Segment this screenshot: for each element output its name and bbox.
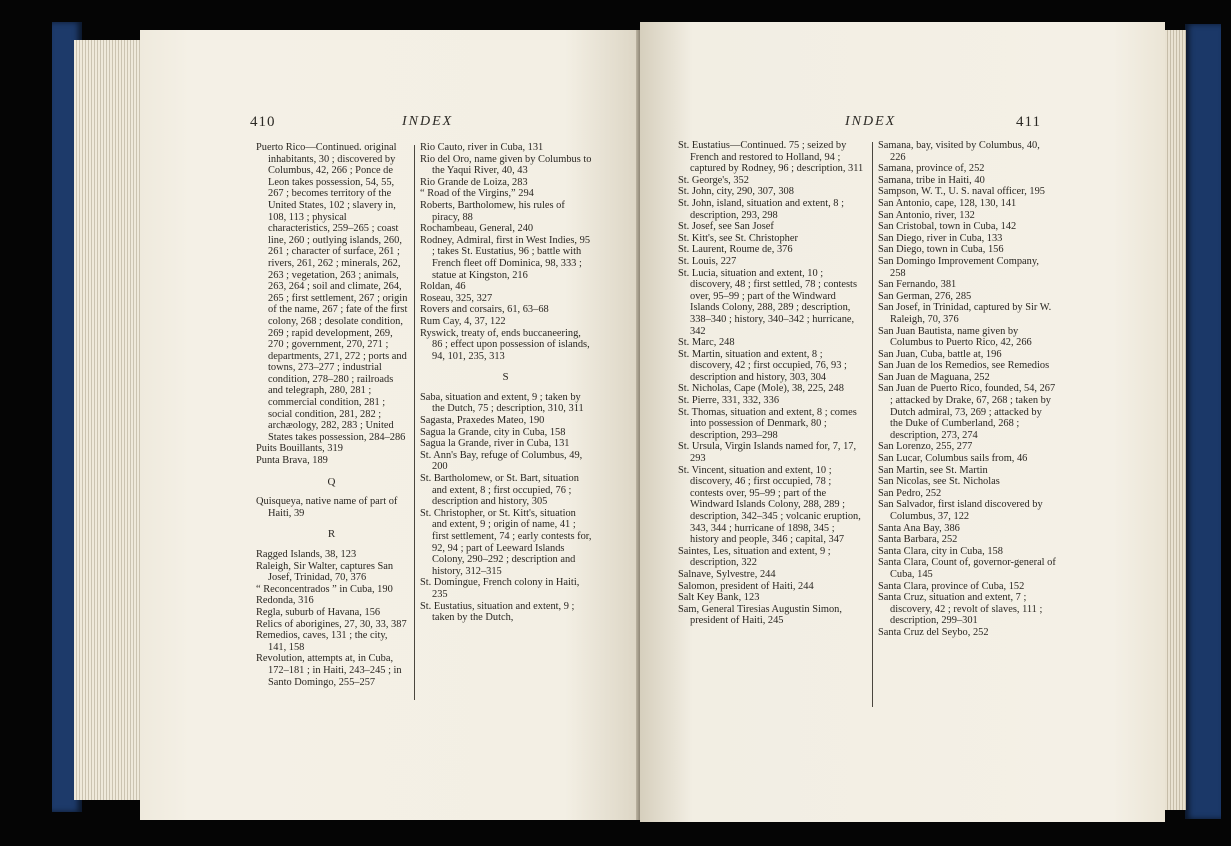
index-entry: Rovers and corsairs, 61, 63–68 [420, 304, 549, 316]
index-column [878, 140, 1056, 639]
index-entry: Rio Cauto, river in Cuba, 131 [420, 142, 544, 153]
index-entry: San Fernando, 381 [878, 279, 957, 291]
index-entry: San Salvador, first island discovered by Columbus, 37, 122 [878, 499, 1043, 522]
index-entry: San Antonio, cape, 128, 130, 141 [878, 197, 1017, 209]
index-entry: Puerto Rico—Continued. original inhabitants, 30 ; discovered by Columbus, 42, 266 ; Ponce de Leon takes possession, 54, 55, 267 ; becomes territory of the United States, 102 ; slavery in, 108, 113 ; physical characteristics, 259–265 ; coast line, 260 ; outlying islands, 260, 261 ; character of surface, 261 ; rivers, 261, 262 ; minerals, 262, 263 ; vegetation, 263 ; animals, 263, 264 ; soil and climate, 264, 265 ; first settlement, 267 ; origin of the name, 267 ; fate of the first colony, 268 ; desolate condition, 269 ; rapid development, 269, 270 ; government, 270, 271 ; departments, 271, 272 ; ports and towns, 273–277 ; industrial condition, 278–280 ; railroads and telegraph, 280, 281 ; commercial condition, 281 ; social condition, 281, 282 ; archæology, 282, 283 ; United States takes possession, 284–286 [256, 142, 408, 443]
index-entry: St. Louis, 227 [678, 255, 737, 267]
index-entry: St. Bartholomew, or St. Bart, situation and extent, 8 ; first occupied, 76 ; description and history, 305 [420, 473, 579, 508]
index-entry: Saba, situation and extent, 9 ; taken by the Dutch, 75 ; description, 310, 311 [420, 391, 584, 415]
index-entry: St. Domingue, French colony in Haiti, 235 [420, 577, 580, 600]
index-entry: San Pedro, 252 [878, 487, 942, 499]
index-entry: San Juan de los Remedios, see Remedios [878, 360, 1050, 372]
index-entry: San Juan Bautista, name given by Columbus to Puerto Rico, 42, 266 [878, 325, 1032, 349]
index-entry: Relics of aborigines, 27, 30, 33, 387 [256, 618, 407, 630]
index-entry: Roseau, 325, 327 [420, 292, 493, 304]
running-head-right: INDEX [845, 114, 897, 129]
left-page [140, 30, 640, 820]
index-entry: Sam, General Tiresias Augustin Simon, president of Haiti, 245 [678, 603, 842, 627]
index-entry: St. Marc, 248 [678, 337, 735, 349]
index-entry: Saintes, Les, situation and extent, 9 ; description, 322 [678, 545, 831, 569]
index-entry: “ Reconcentrados ” in Cuba, 190 [256, 583, 393, 595]
index-entry: Santa Ana Bay, 386 [878, 522, 960, 534]
index-entry: Sagasta, Praxedes Mateo, 190 [420, 415, 545, 427]
index-entry: St. Eustatius, situation and extent, 9 ; taken by the Dutch, [420, 600, 575, 624]
index-entry: Rodney, Admiral, first in West Indies, 95 ; takes St. Eustatius, 96 ; battle with French fleet off Dominica, 98, 333 ; statue at Kingston, 216 [420, 234, 591, 281]
index-entry: Santa Cruz, situation and extent, 7 ; discovery, 42 ; revolt of slaves, 111 ; description, 299–301 [878, 592, 1043, 627]
page-edges-right [1162, 30, 1186, 810]
index-entry: Regla, suburb of Havana, 156 [256, 606, 381, 618]
right-page [640, 22, 1165, 822]
index-entry: St. Lucia, situation and extent, 10 ; discovery, 48 ; first settled, 78 ; contests over, 95–99 ; part of the Windward Islands Colony, 288, 289 ; description, 338–340 ; history, 340–342 ; hurricane, 342 [678, 267, 857, 337]
index-entry: St. Martin, situation and extent, 8 ; discovery, 42 ; first occupied, 76, 93 ; description and history, 303, 304 [678, 348, 847, 383]
index-entry: San Diego, town in Cuba, 156 [878, 244, 1004, 256]
index-entry: Ragged Islands, 38, 123 [256, 549, 357, 560]
index-entry: Roldan, 46 [420, 281, 466, 293]
index-entry: St. Laurent, Roume de, 376 [678, 244, 793, 256]
index-entry: San German, 276, 285 [878, 290, 972, 302]
index-entry: Puits Bouillants, 319 [256, 443, 343, 455]
index-column [256, 142, 408, 688]
index-entry: St. Ursula, Virgin Islands named for, 7, 17, 293 [678, 441, 857, 465]
index-section-letter: S [502, 371, 510, 384]
index-entry: San Josef, in Trinidad, captured by Sir W. Raleigh, 70, 376 [878, 302, 1052, 325]
index-entry: San Antonio, river, 132 [878, 209, 975, 221]
index-entry: St. Nicholas, Cape (Mole), 38, 225, 248 [678, 383, 844, 395]
column-divider [414, 145, 415, 700]
index-entry: Rum Cay, 4, 37, 122 [420, 315, 506, 327]
index-entry: St. Vincent, situation and extent, 10 ; discovery, 46 ; first occupied, 78 ; contests over, 95–99 ; part of the Windward Islands Colony, 288, 289 ; description, 342–345 ; volcanic eruption, 343, 344 ; hurricane of 1898, 345 ; history and people, 346 ; capital, 347 [678, 464, 861, 546]
index-entry: St. Ann's Bay, refuge of Columbus, 49, 200 [420, 449, 583, 473]
index-entry: San Lucar, Columbus sails from, 46 [878, 453, 1028, 465]
index-entry: Santa Cruz del Seybo, 252 [878, 626, 989, 638]
index-entry: San Cristobal, town in Cuba, 142 [878, 221, 1017, 233]
index-entry: Redonda, 316 [256, 595, 314, 607]
index-entry: Revolution, attempts at, in Cuba, 172–181 ; in Haiti, 243–245 ; in Santo Domingo, 255–257 [256, 653, 402, 688]
index-entry: Sagua la Grande, river in Cuba, 131 [420, 438, 570, 450]
index-entry: Sagua la Grande, city in Cuba, 158 [420, 426, 566, 438]
index-entry: Rio Grande de Loiza, 283 [420, 176, 528, 188]
page-number-right: 411 [1016, 114, 1041, 130]
index-section-letter: Q [327, 475, 337, 488]
index-entry: St. Pierre, 331, 332, 336 [678, 395, 780, 407]
index-entry: Rochambeau, General, 240 [420, 223, 534, 235]
index-entry: St. Eustatius—Continued. 75 ; seized by French and restored to Holland, 94 ; captured by Rodney, 96 ; description, 311 [678, 140, 864, 175]
index-column [678, 140, 866, 627]
index-entry: Salnave, Sylvestre, 244 [678, 568, 776, 580]
book-cover-right [1185, 24, 1221, 819]
index-entry: Santa Clara, province of Cuba, 152 [878, 580, 1025, 592]
running-head-left: INDEX [402, 114, 454, 129]
page-number-left: 410 [250, 114, 276, 130]
index-entry: San Juan, Cuba, battle at, 196 [878, 348, 1002, 360]
index-entry: Samana, tribe in Haiti, 40 [878, 174, 985, 186]
index-entry: St. John, city, 290, 307, 308 [678, 186, 794, 198]
index-entry: Sampson, W. T., U. S. naval officer, 195 [878, 186, 1045, 198]
index-entry: St. Josef, see San Josef [678, 221, 774, 233]
index-entry: Punta Brava, 189 [256, 455, 328, 467]
page-edges-left [74, 40, 140, 800]
index-entry: Roberts, Bartholomew, his rules of piracy, 88 [420, 199, 565, 223]
index-entry: St. Kitt's, see St. Christopher [678, 232, 798, 244]
index-entry: Samana, bay, visited by Columbus, 40, 226 [878, 140, 1040, 163]
index-entry: Santa Clara, Count of, governor-general of Cuba, 145 [878, 557, 1056, 580]
index-entry: Samana, province of, 252 [878, 163, 985, 175]
index-entry: San Lorenzo, 255, 277 [878, 441, 973, 453]
index-entry: Quisqueya, native name of part of Haiti, 39 [256, 496, 398, 519]
index-entry: Remedios, caves, 131 ; the city, 141, 158 [256, 630, 388, 653]
index-entry: San Diego, river in Cuba, 133 [878, 232, 1003, 244]
index-entry: San Juan de Puerto Rico, founded, 54, 267 ; attacked by Drake, 67, 268 ; taken by Dutch admiral, 73, 269 ; attacked by the Duke of Cumberland, 268 ; description, 273, 274 [878, 383, 1056, 441]
index-entry: San Nicolas, see St. Nicholas [878, 476, 1000, 488]
index-entry: Raleigh, Sir Walter, captures San Josef, Trinidad, 70, 376 [256, 560, 394, 584]
index-entry: Salt Key Bank, 123 [678, 592, 760, 604]
index-entry: St. George's, 352 [678, 174, 749, 186]
index-entry: St. Christopher, or St. Kitt's, situation and extent, 9 ; origin of name, 41 ; first settlement, 74 ; early contests for, 92, 94 ; part of Leeward Islands Colony, 290–292 ; description and history, 312–315 [420, 507, 592, 577]
index-entry: Salomon, president of Haiti, 244 [678, 580, 814, 592]
index-entry: Santa Barbara, 252 [878, 534, 958, 546]
index-entry: St. Thomas, situation and extent, 8 ; comes into possession of Denmark, 80 ; description, 293–298 [678, 406, 857, 441]
index-entry: San Domingo Improvement Company, 258 [878, 255, 1039, 279]
index-entry: Rio del Oro, name given by Columbus to the Yaqui River, 40, 43 [420, 153, 592, 177]
index-entry: “ Road of the Virgins,” 294 [420, 188, 534, 200]
index-entry: San Martin, see St. Martin [878, 464, 988, 476]
index-entry: Santa Clara, city in Cuba, 158 [878, 545, 1003, 557]
index-section-letter: R [327, 528, 337, 541]
column-divider [872, 142, 873, 707]
index-entry: Ryswick, treaty of, ends buccaneering, 86 ; effect upon possession of islands, 94, 101, 235, 313 [420, 327, 590, 362]
index-entry: San Juan de Maguana, 252 [878, 371, 990, 383]
index-entry: St. John, island, situation and extent, 8 ; description, 293, 298 [678, 197, 844, 221]
index-column [420, 142, 592, 624]
